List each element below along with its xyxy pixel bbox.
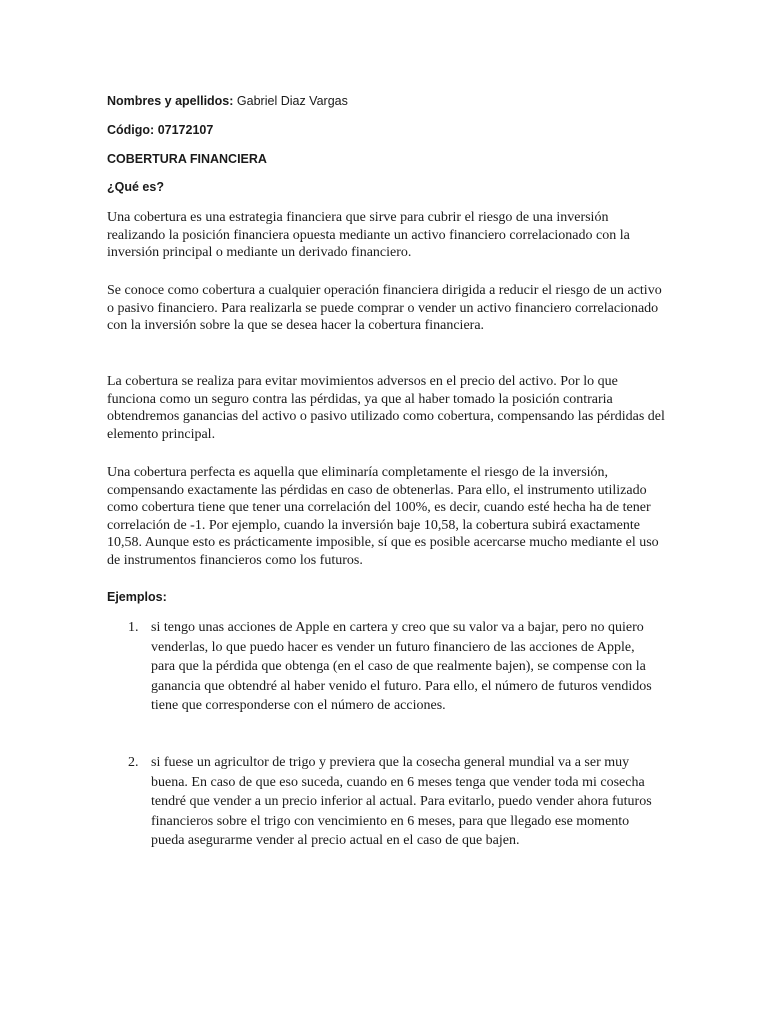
document-title: COBERTURA FINANCIERA [107,152,267,166]
examples-heading: Ejemplos: [107,590,167,604]
name-line [107,94,348,108]
example-text: si tengo unas acciones de Apple en cartera y creo que su valor va a bajar, pero no quiero venderlas, lo que puedo hacer es vender un futuro financiero de las acciones de Apple, para que la pérdida que obtenga (en el caso de que realmente bajen), se compense con la ganancia que obtendré al haber venido el futuro. Para ello, el número de futuros vendidos tiene que corresponderse con el número de acciones. [151,620,652,713]
list-number: 2. [128,755,139,770]
example-text: si fuese un agricultor de trigo y previera que la cosecha general mundial va a ser muy buena. En caso de que eso suceda, cuando en 6 meses tenga que vender toda mi cosecha tendré que vender a un precio inferior al actual. Para evitarlo, puedo vender ahora futuros financieros sobre el trigo con vencimiento en 6 meses, para que llegado ese momento pueda asegurarme vender al precio actual en el caso de que bajen. [151,755,652,848]
paragraph-4: Una cobertura perfecta es aquella que eliminaría completamente el riesgo de la inversión, compensando exactamente las pérdidas en caso de obtenerlas. Para ello, el instrumento utilizado como cobertura tiene que tener una correlación del 100%, es decir, cuando esté hecha ha de tener correlación de -1. Por ejemplo, cuando la inversión baje 10,58, la cobertura subirá exactamente 10,58. Aunque esto es prácticamente imposible, sí que es posible acercarse mucho mediante el uso de instrumentos financieros como los futuros. [107,465,659,568]
example-item-2 [128,753,668,851]
example-item-1 [128,618,668,716]
code-line [107,123,213,137]
list-number: 1. [128,620,139,635]
name-value: Gabriel Diaz Vargas [236,94,348,108]
paragraph-2: Se conoce como cobertura a cualquier operación financiera dirigida a reducir el riesgo de un activo o pasivo financiero. Para realizarla se puede comprar o vender un activo financiero correlacionado con la inversión sobre la que se desea hacer la cobertura financiera. [107,283,662,333]
question-heading: ¿Qué es? [107,180,164,194]
code-value: 07172107 [157,123,214,137]
paragraph-1: Una cobertura es una estrategia financiera que sirve para cubrir el riesgo de una inversión realizando la posición financiera opuesta mediante un activo financiero correlacionado con la inversión principal o mediante un derivado financiero. [107,210,630,260]
name-label: Nombres y apellidos: [107,94,234,108]
code-label: Código: [107,123,155,137]
paragraph-3: La cobertura se realiza para evitar movimientos adversos en el precio del activo. Por lo que funciona como un seguro contra las pérdidas, ya que al haber tomado la posición contraria obtendremos ganancias del activo o pasivo utilizado como cobertura, compensando las pérdidas del elemento principal. [107,374,665,442]
